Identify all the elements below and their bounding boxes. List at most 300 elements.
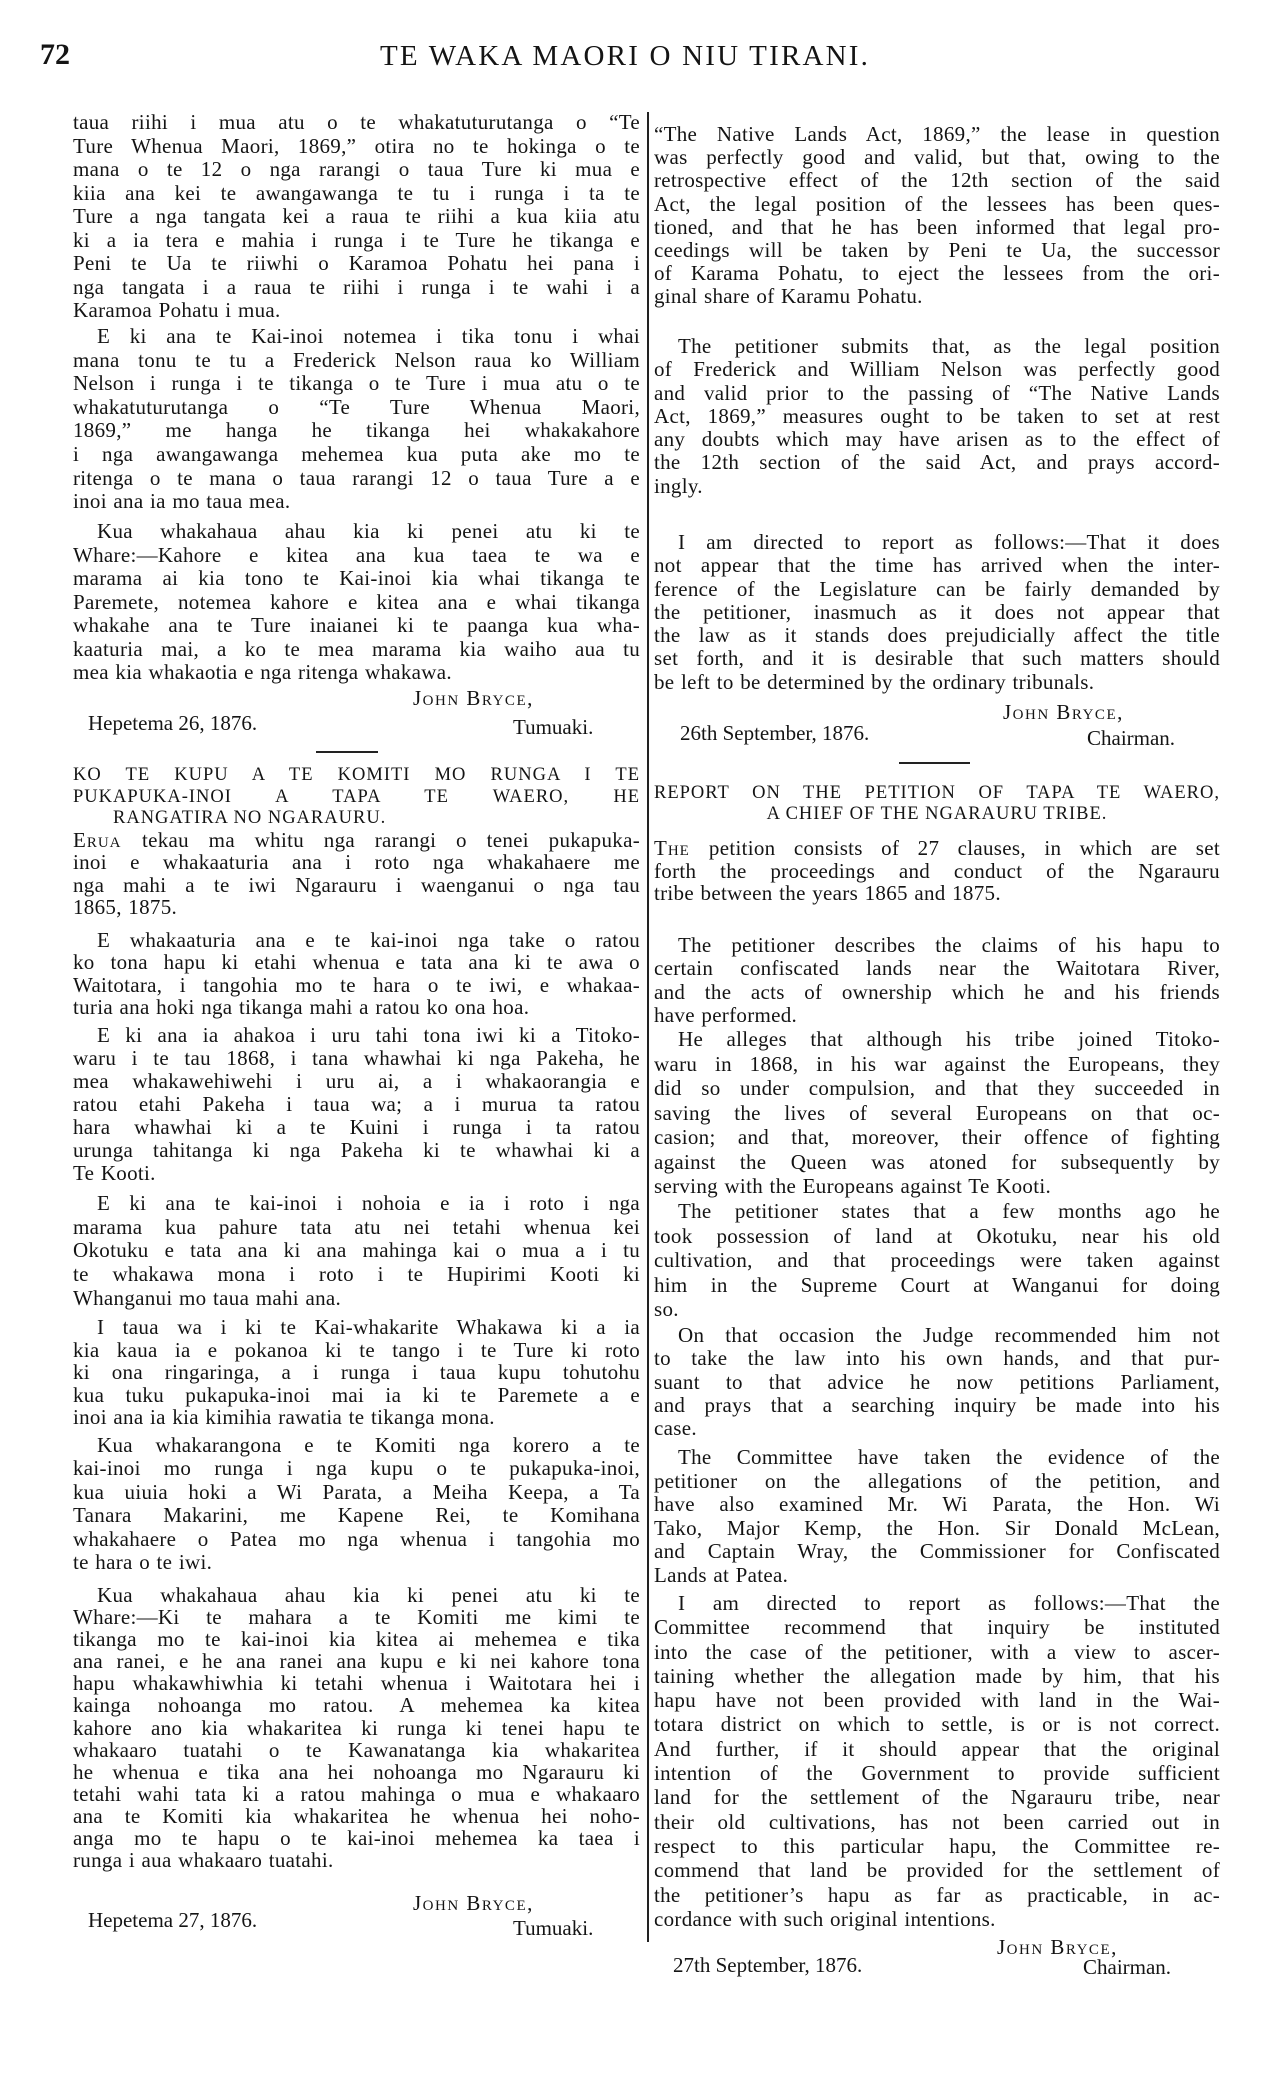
line-text: their old cultivations, has not been carried out in — [654, 1809, 1220, 1834]
heading-line — [654, 783, 1220, 804]
text-line — [73, 1263, 640, 1287]
text-line — [654, 123, 1220, 146]
paragraph — [73, 111, 640, 323]
line-text: Whanganui mo taua mahi ana. — [73, 1285, 342, 1310]
line-text: i nga awangawanga mehemea kua puta ake mo te — [73, 441, 640, 466]
text-line — [73, 1162, 640, 1185]
text-line — [654, 578, 1220, 601]
line-text: Act, the legal position of the lessees has been ques- — [654, 191, 1220, 216]
text-line — [73, 111, 640, 135]
line-text: Act, 1869,” measures ought to be taken to set at rest — [654, 403, 1220, 428]
text-line — [654, 1248, 1220, 1273]
line-text: 1869,” me hanga he tikanga hei whakakahore — [73, 418, 640, 443]
text-line — [654, 1394, 1220, 1417]
text-line — [654, 1834, 1220, 1858]
paragraph — [654, 934, 1220, 1027]
text-line — [73, 1761, 640, 1783]
line-text: land for the settlement of the Ngarauru tribe, near — [654, 1785, 1220, 1810]
text-line — [654, 981, 1220, 1004]
text-line — [654, 239, 1220, 262]
paragraph — [654, 531, 1220, 694]
section-heading — [73, 765, 640, 830]
text-line — [73, 1384, 640, 1407]
line-text: nga tangata i a raua te riihi i runga i te wahi i a — [73, 274, 640, 299]
text-line — [654, 1858, 1220, 1882]
line-text: RANGATIRA NO NGARAURU. — [113, 808, 387, 828]
heading-line — [654, 804, 1220, 825]
line-text: mea kia whakaotia e nga ritenga whakawa. — [73, 660, 452, 684]
line-text: ceedings will be taken by Peni te Ua, the successor — [654, 238, 1220, 263]
text-line — [73, 205, 640, 229]
line-text: inoi ana ia mo taua mea. — [73, 489, 291, 514]
text-line — [654, 1273, 1220, 1298]
text-line — [73, 299, 640, 323]
text-line — [654, 358, 1220, 381]
signature-title: Tumuaki. — [513, 715, 594, 739]
text-line — [654, 451, 1220, 474]
text-line — [73, 1139, 640, 1162]
text-line — [654, 193, 1220, 216]
line-text: A CHIEF OF THE NGARAURU TRIBE. — [766, 803, 1108, 824]
text-line — [654, 1297, 1220, 1322]
line-text: tribe between the years 1865 and 1875. — [654, 881, 1001, 905]
line-text: ratou etahi Pakeha i taua wa; a i murua ta ratou — [73, 1092, 640, 1116]
line-text: The Committee have taken the evidence of the — [678, 1445, 1220, 1469]
signature-name: John Bryce, — [1003, 700, 1124, 724]
line-text: did so under compulsion, and that they succeeded in — [654, 1076, 1220, 1100]
line-text: On that occasion the Judge recommended him not — [678, 1323, 1220, 1347]
signature-name: John Bryce, — [997, 1935, 1118, 1959]
text-line — [73, 1504, 640, 1527]
page-title: TE WAKA MAORI O NIU TIRANI. — [380, 40, 871, 72]
line-text: ference of the Legislature can be fairly demanded by — [654, 576, 1220, 601]
line-text: nga mahi a te iwi Ngarauru i waenganui o nga tau — [73, 872, 640, 897]
text-line — [73, 520, 640, 544]
text-line — [73, 1047, 640, 1070]
paragraph — [73, 829, 640, 919]
text-line — [73, 1584, 640, 1606]
line-text: hapu whakawhiwhia ki tetahi whenua i Waitotara hei i — [73, 1671, 640, 1696]
line-text: kainga nohoanga mo ratou. A mehemea ka kitea — [73, 1693, 640, 1718]
text-line — [654, 671, 1220, 694]
line-text: ko tona hapu ki etahi whenua e tata ana ki te awa o — [73, 950, 640, 975]
line-text: Te Kooti. — [73, 1161, 156, 1185]
text-line — [73, 1849, 640, 1871]
text-line — [73, 325, 640, 349]
text-line — [73, 135, 640, 159]
text-line — [73, 661, 640, 685]
paragraph — [654, 1446, 1220, 1588]
line-text: anga mo te hapu o te kai-inoi mehemea ka taea i — [73, 1826, 640, 1851]
line-text: of Karama Pohatu, to eject the lessees from the ori- — [654, 261, 1220, 286]
line-text: casion; and that, moreover, their offence of fighting — [654, 1125, 1220, 1149]
text-line — [73, 638, 640, 662]
line-text: mana tonu te tu a Frederick Nelson raua ko William — [73, 347, 640, 372]
line-text: totara district on which to settle, is or is not correct. — [654, 1712, 1220, 1737]
line-text: the 12th section of the said Act, and prays accord- — [654, 450, 1220, 475]
text-line — [73, 490, 640, 514]
line-text: petition consists of 27 clauses, in which are set — [708, 836, 1220, 860]
heading-line — [73, 808, 640, 830]
text-line — [73, 1024, 640, 1047]
line-text: kahore ano kia whakaritea ki runga ki tenei hapu te — [73, 1715, 640, 1740]
text-line — [654, 531, 1220, 554]
signature-name: John Bryce, — [413, 686, 534, 710]
text-line — [654, 860, 1220, 883]
text-line — [654, 405, 1220, 428]
text-line — [654, 1664, 1220, 1688]
lead-word: The — [654, 836, 709, 860]
text-line — [73, 829, 640, 851]
line-text: serving with the Europeans against Te Kooti. — [654, 1174, 1052, 1198]
line-text: Ture a nga tangata kei a raua te riihi a kua kiia atu — [73, 204, 640, 228]
text-line — [73, 1481, 640, 1504]
line-text: Ture Whenua Maori, 1869,” otira no te hokinga o te — [73, 133, 640, 158]
text-line — [654, 428, 1220, 451]
text-line — [654, 1371, 1220, 1394]
paragraph — [654, 1324, 1220, 1440]
text-line — [73, 252, 640, 276]
line-text: commend that land be provided for the settlement of — [654, 1858, 1220, 1883]
text-line — [654, 1907, 1220, 1931]
line-text: te whakawa mona i roto i te Hupirimi Kooti ki — [73, 1262, 640, 1287]
line-text: Committee recommend that inquiry be instituted — [654, 1615, 1220, 1640]
line-text: PUKAPUKA-INOI A TAPA TE WAERO, HE — [73, 786, 640, 807]
line-text: Peni te Ua te riiwhi o Karamoa Pohatu hei pana i — [73, 251, 640, 275]
text-line — [73, 929, 640, 951]
line-text: tioned, and that he has been informed that legal pro- — [654, 214, 1220, 239]
text-line — [73, 1457, 640, 1480]
line-text: against the Queen was atoned for subsequently by — [654, 1149, 1220, 1174]
line-text: Lands at Patea. — [654, 1562, 789, 1587]
line-text: and prays that a searching inquiry be made into his — [654, 1392, 1220, 1417]
line-text: so. — [654, 1297, 679, 1321]
text-line — [654, 1540, 1220, 1564]
line-text: whakahe ana te Ture inaianei ki te paanga kua wha- — [73, 613, 640, 637]
text-line — [654, 146, 1220, 169]
line-text: and Captain Wray, the Commissioner for Confiscated — [654, 1539, 1220, 1564]
text-line — [73, 182, 640, 206]
line-text: KO TE KUPU A TE KOMITI MO RUNGA I TE — [73, 765, 640, 785]
text-line — [73, 1406, 640, 1429]
text-line — [73, 1528, 640, 1551]
text-line — [654, 1564, 1220, 1588]
text-line — [654, 1052, 1220, 1077]
text-line — [73, 974, 640, 996]
line-text: mana o te 12 o nga rarangi o taua Ture ki mua e — [73, 157, 640, 181]
text-line — [654, 1712, 1220, 1736]
text-line — [654, 957, 1220, 980]
line-text: Karamoa Pohatu i mua. — [73, 298, 281, 322]
text-line — [73, 874, 640, 896]
column-divider — [647, 112, 649, 1942]
line-text: I am directed to report as follows:—That it does — [678, 530, 1220, 554]
line-text: Kua whakarangona e te Komiti nga korero a te — [97, 1433, 640, 1457]
text-line — [654, 882, 1220, 905]
line-text: Paremete, notemea kahore e kitea ana e whai tikanga — [73, 589, 640, 614]
section-heading — [654, 783, 1220, 824]
line-text: E ki ana te kai-inoi i nohoia e ia i roto i nga — [97, 1191, 640, 1215]
text-line — [654, 475, 1220, 498]
text-line — [654, 1174, 1220, 1199]
line-text: 1865, 1875. — [73, 895, 178, 920]
line-text: ana te Komiti kia whakaritea he whenua hei noho- — [73, 1803, 640, 1828]
line-text: petitioner on the allegations of the petition, and — [654, 1468, 1220, 1493]
line-text: whakatuturutanga o “Te Ture Whenua Maori, — [73, 394, 640, 419]
text-line — [654, 1591, 1220, 1615]
line-text: cordance with such original intentions. — [654, 1906, 996, 1931]
text-line — [654, 1517, 1220, 1541]
line-text: urunga tahitanga ki nga Pakeha ki te whawhai ki a — [73, 1138, 640, 1162]
signature-title: Tumuaki. — [513, 1916, 594, 1940]
line-text: te hara o te iwi. — [73, 1550, 213, 1575]
text-line — [654, 1101, 1220, 1126]
text-line — [73, 1551, 640, 1574]
text-line — [654, 262, 1220, 285]
line-text: took possession of land at Okotuku, near his old — [654, 1223, 1220, 1248]
line-text: suant to that advice he now petitions Parliament, — [654, 1369, 1220, 1394]
text-line — [654, 169, 1220, 192]
text-line — [73, 419, 640, 443]
signature-date: 26th September, 1876. — [680, 721, 870, 745]
line-text: intention of the Government to provide sufficient — [654, 1761, 1220, 1786]
text-line — [73, 1650, 640, 1672]
text-line — [654, 1785, 1220, 1809]
line-text: whakahaere o Patea mo nga whenua i tangohia mo — [73, 1526, 640, 1551]
text-line — [73, 1628, 640, 1650]
line-text: the petitioner, inasmuch as it does not appear that — [654, 599, 1220, 624]
page-number: 72 — [40, 38, 70, 71]
line-text: E ki ana ia ahakoa i uru tahi tona iwi ki a Titoko- — [97, 1023, 640, 1047]
line-text: E whakaaturia ana e te kai-inoi nga take o ratou — [97, 928, 640, 952]
line-text: The petitioner submits that, as the legal position — [678, 334, 1220, 358]
text-line — [654, 1470, 1220, 1494]
line-text: tetahi wahi tata ki a ratou mahinga o mua e whakaaro — [73, 1781, 640, 1806]
text-line — [654, 1688, 1220, 1712]
text-line — [73, 1606, 640, 1628]
line-text: was perfectly good and valid, but that, owing to the — [654, 145, 1220, 170]
paragraph — [654, 1591, 1220, 1931]
text-line — [73, 1827, 640, 1849]
paragraph — [654, 1027, 1220, 1199]
line-text: Waitotara, i tangohia mo te hara o te iwi, e whakaa- — [73, 972, 640, 997]
text-line — [73, 443, 640, 467]
signature-name: John Bryce, — [413, 1891, 534, 1915]
line-text: turia ana hoki nga tikanga mahi a ratou ko ona hoa. — [73, 995, 530, 1020]
text-line — [654, 837, 1220, 860]
text-line — [73, 349, 640, 373]
line-text: not appear that the time has arrived when the inter- — [654, 553, 1220, 578]
paragraph — [73, 325, 640, 514]
line-text: The petitioner states that a few months ago he — [678, 1199, 1220, 1223]
text-line — [73, 1783, 640, 1805]
line-text: any doubts which may have arisen as to the effect of — [654, 427, 1220, 452]
line-text: And further, if it should appear that the original — [654, 1736, 1220, 1761]
text-line — [73, 591, 640, 615]
text-line — [73, 1316, 640, 1339]
line-text: kua tuku pukapuka-inoi mai ia ki te Paremete a e — [73, 1382, 640, 1407]
text-line — [654, 554, 1220, 577]
paragraph — [73, 1192, 640, 1311]
line-text: mea whakawehiwehi i uru ai, a i whakaorangia e — [73, 1069, 640, 1093]
text-line — [73, 372, 640, 396]
text-line — [73, 1805, 640, 1827]
line-text: hapu have not been provided with land in the Wai- — [654, 1688, 1220, 1713]
text-line — [73, 1434, 640, 1457]
line-text: marama kua pahure tata atu nei tetahi whenua kei — [73, 1214, 640, 1239]
line-text: the law as it stands does prejudicially affect the title — [654, 623, 1220, 648]
paragraph — [654, 123, 1220, 309]
heading-line — [73, 765, 640, 787]
signature-title: Chairman. — [1087, 726, 1176, 750]
line-text: have also examined Mr. Wi Parata, the Hon. Wi — [654, 1492, 1220, 1517]
paragraph — [654, 837, 1220, 905]
text-line — [654, 1810, 1220, 1834]
heading-line — [73, 787, 640, 809]
text-line — [654, 1027, 1220, 1052]
line-text: respect to this particular hapu, the Committee re- — [654, 1833, 1220, 1858]
line-text: into the case of the petitioner, with a view to ascer- — [654, 1639, 1220, 1664]
line-text: runga i aua whakaaro tuatahi. — [73, 1848, 334, 1873]
paragraph — [73, 1584, 640, 1871]
text-line — [654, 216, 1220, 239]
line-text: set forth, and it is desirable that such matters should — [654, 646, 1220, 671]
text-line — [73, 896, 640, 918]
line-text: ki ona ringaringa, a i runga i taua kupu tohutohu — [73, 1360, 640, 1384]
line-text: Tako, Major Kemp, the Hon. Sir Donald McLean, — [654, 1515, 1220, 1540]
text-line — [73, 1739, 640, 1761]
text-line — [73, 276, 640, 300]
paragraph — [73, 520, 640, 685]
line-text: of Frederick and William Nelson was perfectly good — [654, 357, 1220, 382]
line-text: and valid prior to the passing of “The Native Lands — [654, 380, 1220, 405]
line-text: Okotuku e tata ana ki ana mahinga kai o mua a i tu — [73, 1238, 640, 1263]
line-text: Kua whakahaua ahau kia ki penei atu ki te — [97, 519, 640, 543]
line-text: kai-inoi mo runga i nga kupu o te pukapuka-inoi, — [73, 1456, 640, 1481]
line-text: he whenua e tika ana hei nohoanga mo Ngarauru ki — [73, 1759, 640, 1784]
text-line — [73, 1672, 640, 1694]
line-text: saving the lives of several Europeans on that oc- — [654, 1100, 1220, 1125]
text-line — [73, 1717, 640, 1739]
paragraph — [73, 929, 640, 1019]
line-text: inoi e whakaaturia ana i roto nga whakahaere me — [73, 850, 640, 875]
line-text: taua riihi i mua atu o te whakatuturutanga o “Te — [73, 110, 640, 134]
line-text: tekau ma whitu nga rarangi o tenei pukapuka- — [141, 828, 640, 852]
text-line — [654, 1150, 1220, 1175]
text-line — [654, 1125, 1220, 1150]
text-line — [73, 1361, 640, 1384]
line-text: kaaturia mai, a ko te mea marama kia waiho aua tu — [73, 636, 640, 661]
text-line — [73, 229, 640, 253]
text-line — [73, 467, 640, 491]
text-line — [73, 1339, 640, 1362]
text-line — [654, 1446, 1220, 1470]
line-text: ritenga o te mana o taua rarangi 12 o taua Ture a e — [73, 465, 640, 490]
text-line — [73, 851, 640, 873]
line-text: waru i te tau 1868, i tana whawhai ki nga Pakeha, he — [73, 1046, 640, 1070]
line-text: kua uiuia hoki a Wi Parata, a Meiha Keepa, a Ta — [73, 1479, 640, 1504]
line-text: I taua wa i ki te Kai-whakarite Whakawa ki a ia — [97, 1315, 640, 1339]
line-text: forth the proceedings and conduct of the Ngarauru — [654, 858, 1220, 883]
signature-date: 27th September, 1876. — [673, 1953, 863, 1977]
line-text: hara whawhai ki a te Kuini i runga i ta ratou — [73, 1115, 640, 1139]
text-line — [73, 1694, 640, 1716]
text-line — [654, 1883, 1220, 1907]
line-text: marama ai kia tono te Kai-inoi kia whai tikanga te — [73, 566, 640, 590]
signature-date: Hepetema 26, 1876. — [88, 711, 258, 735]
line-text: “The Native Lands Act, 1869,” the lease in question — [654, 122, 1220, 146]
text-line — [654, 934, 1220, 957]
line-text: kia kaua ia e pokanoa ki te tango i te Ture ki roto — [73, 1337, 640, 1362]
text-line — [654, 601, 1220, 624]
text-line — [654, 1737, 1220, 1761]
line-text: The petitioner describes the claims of his hapu to — [678, 933, 1220, 957]
line-text: inoi ana ia kia kimihia rawatia te tikanga mona. — [73, 1405, 495, 1429]
line-text: ingly. — [654, 473, 703, 498]
line-text: kiia ana kei te awangawanga te tu i runga i ta te — [73, 180, 640, 205]
line-text: certain confiscated lands near the Waitotara River, — [654, 956, 1220, 981]
text-line — [654, 624, 1220, 647]
text-line — [654, 1493, 1220, 1517]
text-line — [654, 1224, 1220, 1249]
text-line — [73, 158, 640, 182]
line-text: retrospective effect of the 12th section of the said — [654, 168, 1220, 193]
text-line — [73, 1287, 640, 1311]
text-line — [73, 951, 640, 973]
line-text: I am directed to report as follows:—That the — [678, 1591, 1220, 1615]
text-line — [654, 1347, 1220, 1370]
text-line — [654, 1417, 1220, 1440]
text-line — [654, 382, 1220, 405]
signature-title: Chairman. — [1083, 1955, 1172, 1979]
text-line — [73, 1192, 640, 1216]
text-line — [654, 1324, 1220, 1347]
text-line — [73, 544, 640, 568]
text-line — [654, 335, 1220, 358]
paragraph — [654, 1199, 1220, 1322]
line-text: waru in 1868, in his war against the Europeans, they — [654, 1051, 1220, 1076]
line-text: to take the law into his own hands, and that pur- — [654, 1346, 1220, 1371]
text-line — [654, 1076, 1220, 1101]
line-text: the petitioner’s hapu as far as practicable, in ac- — [654, 1882, 1220, 1907]
text-line — [654, 1615, 1220, 1639]
line-text: have performed. — [654, 1002, 798, 1027]
section-divider — [899, 762, 970, 764]
text-line — [73, 567, 640, 591]
text-line — [73, 1116, 640, 1139]
text-line — [654, 1640, 1220, 1664]
line-text: ginal share of Karamu Pohatu. — [654, 284, 923, 309]
paragraph — [654, 335, 1220, 498]
text-line — [654, 285, 1220, 308]
paragraph — [73, 1024, 640, 1185]
text-line — [73, 614, 640, 638]
line-text: Whare:—Kahore e kitea ana kua taea te wa e — [73, 542, 640, 567]
text-line — [73, 1070, 640, 1093]
line-text: and the acts of ownership which he and his friends — [654, 979, 1220, 1004]
line-text: Nelson i runga i te tikanga o te Ture i mua atu o te — [73, 371, 640, 396]
text-line — [73, 1239, 640, 1263]
line-text: ana ranei, e he ana ranei ana kupu e ki nei kahore tona — [73, 1649, 640, 1674]
text-line — [73, 396, 640, 420]
line-text: Kua whakahaua ahau kia ki penei atu ki te — [97, 1583, 640, 1607]
text-line — [654, 1004, 1220, 1027]
text-line — [73, 1093, 640, 1116]
section-divider — [316, 751, 378, 753]
text-line — [654, 1761, 1220, 1785]
text-line — [73, 996, 640, 1018]
line-text: He alleges that although his tribe joined Titoko- — [678, 1027, 1220, 1051]
